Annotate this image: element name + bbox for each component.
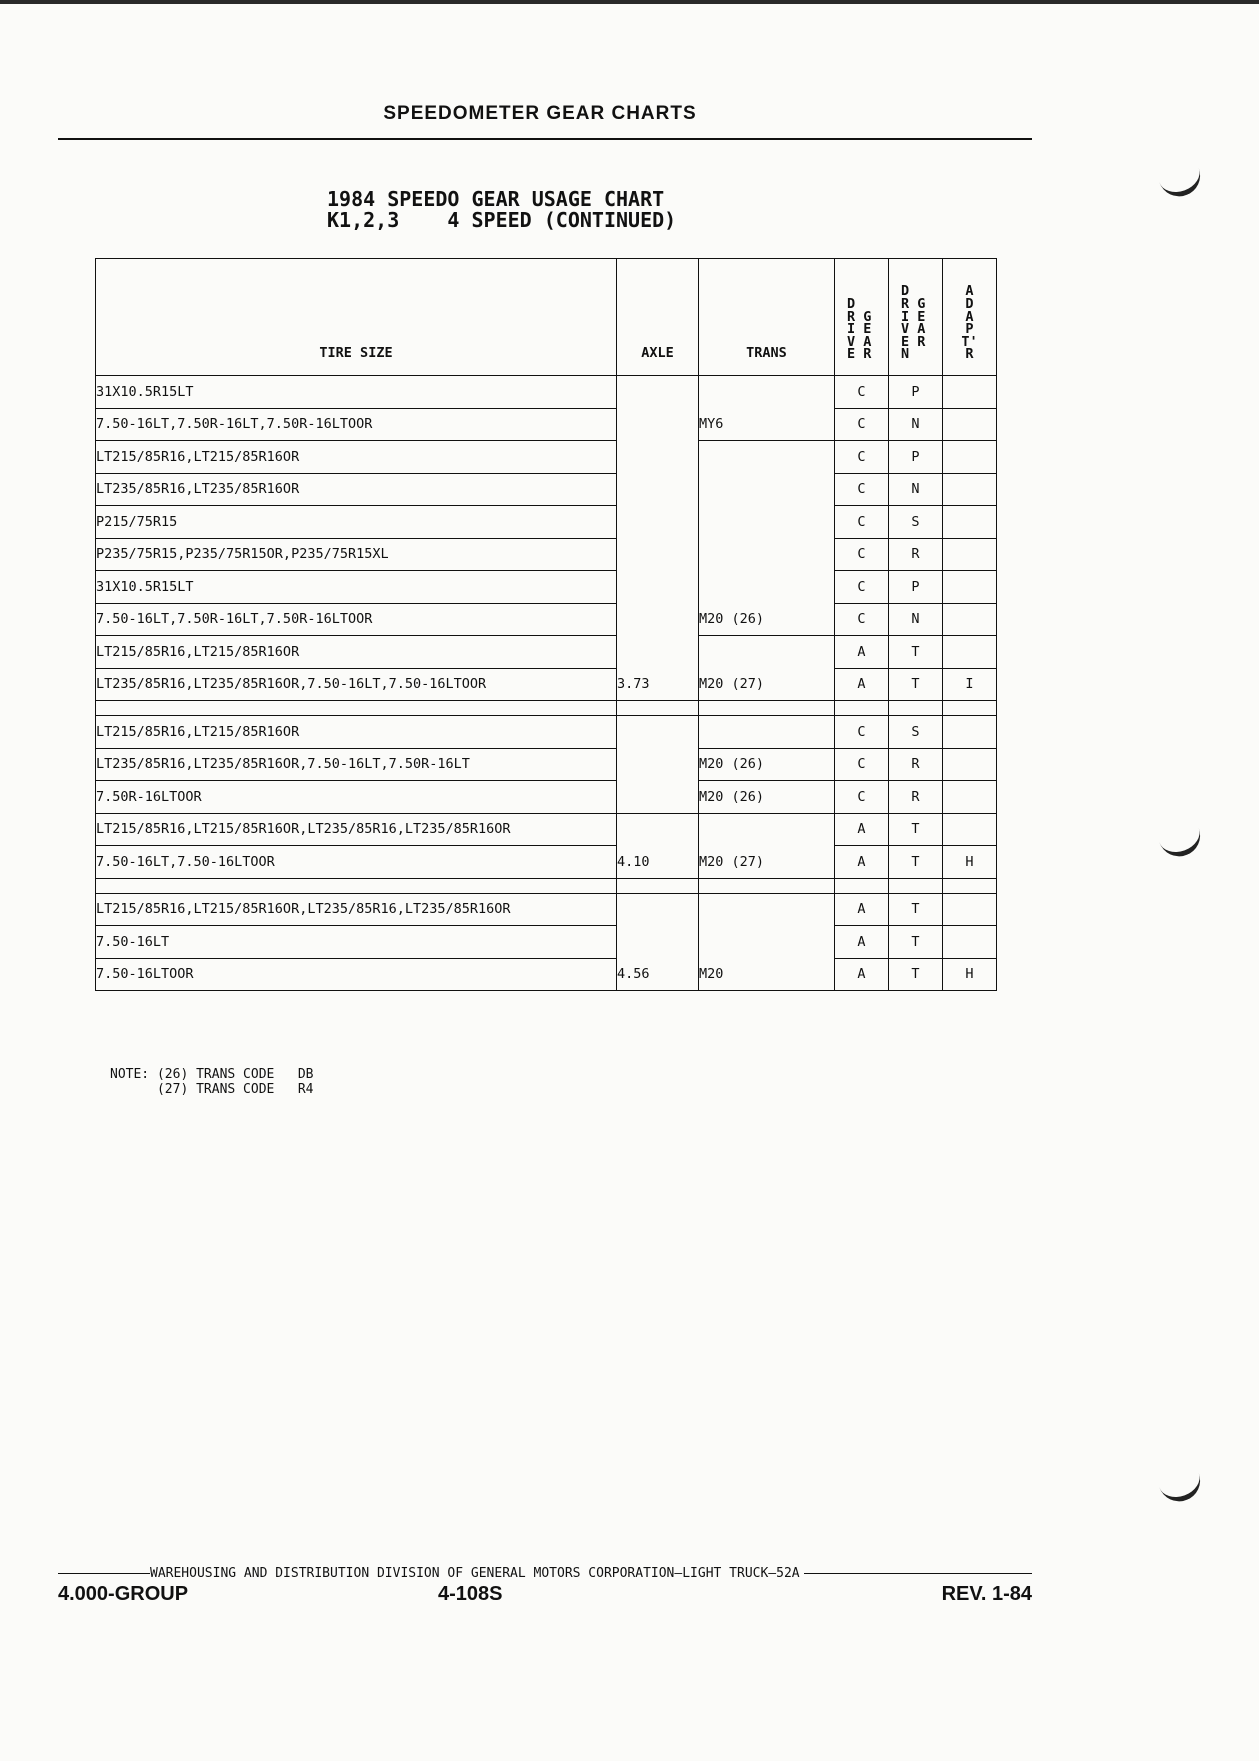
header-driver-gear-line: R G <box>847 308 872 325</box>
driven-gear-cell: R <box>889 538 943 571</box>
chart-title-line-1: 1984 SPEEDO GEAR USAGE CHART <box>327 187 665 211</box>
binder-hole-mark <box>1156 819 1206 862</box>
header-adapter-line: P <box>965 321 974 338</box>
adapter-cell <box>943 408 997 441</box>
driver-gear-cell: A <box>835 668 889 701</box>
footer-rule-right <box>804 1573 1032 1575</box>
tire-size-cell: 7.50R-16LTOOR <box>96 781 617 814</box>
trans-cell <box>699 571 835 604</box>
axle-cell <box>617 571 699 604</box>
driver-gear-cell: C <box>835 571 889 604</box>
tire-size-cell: LT215/85R16,LT215/85R16OR <box>96 441 617 474</box>
driven-gear-cell: T <box>889 958 943 991</box>
axle-cell: 3.73 <box>617 668 699 701</box>
trans-cell <box>699 441 835 474</box>
header-driver-gear <box>835 259 889 376</box>
header-driver-gear-line: I E <box>847 321 872 338</box>
axle-cell <box>617 408 699 441</box>
axle-cell <box>617 813 699 846</box>
trans-cell <box>699 716 835 749</box>
axle-cell <box>617 716 699 749</box>
header-driver-gear-line: E R <box>847 346 872 363</box>
table-row <box>96 408 997 441</box>
driver-gear-cell: A <box>835 636 889 669</box>
table-row <box>96 473 997 506</box>
driver-gear-cell: C <box>835 716 889 749</box>
tire-size-cell: LT235/85R16,LT235/85R16OR,7.50-16LT,7.50-16LTOOR <box>96 668 617 701</box>
driver-gear-cell: C <box>835 441 889 474</box>
table-row <box>96 603 997 636</box>
adapter-cell <box>943 538 997 571</box>
header-trans: TRANS <box>699 259 835 376</box>
header-driven-gear-line: I E <box>901 308 926 325</box>
header-driven-gear-line: D <box>901 283 926 300</box>
header-driven-gear-line: R G <box>901 296 926 313</box>
axle-cell: 4.10 <box>617 846 699 879</box>
axle-cell <box>617 636 699 669</box>
driven-gear-cell: P <box>889 571 943 604</box>
driver-gear-cell: A <box>835 958 889 991</box>
driver-gear-cell: A <box>835 893 889 926</box>
driven-gear-cell: R <box>889 781 943 814</box>
tire-size-cell: LT215/85R16,LT215/85R16OR,LT235/85R16,LT235/85R16OR <box>96 893 617 926</box>
table-row <box>96 748 997 781</box>
footer-rule-left <box>58 1573 150 1575</box>
adapter-cell <box>943 748 997 781</box>
header-axle: AXLE <box>617 259 699 376</box>
table-row <box>96 538 997 571</box>
driver-gear-cell: C <box>835 781 889 814</box>
separator-cell <box>96 701 617 716</box>
adapter-cell <box>943 781 997 814</box>
binder-hole-mark <box>1156 1464 1206 1507</box>
table-row <box>96 781 997 814</box>
footer-division-text: WAREHOUSING AND DISTRIBUTION DIVISION OF GENERAL MOTORS CORPORATION—LIGHT TRUCK—52A <box>150 1566 800 1581</box>
trans-cell: M20 (26) <box>699 603 835 636</box>
driver-gear-cell: A <box>835 846 889 879</box>
adapter-cell <box>943 506 997 539</box>
separator-cell <box>943 878 997 893</box>
driver-gear-cell: C <box>835 538 889 571</box>
table-row <box>96 668 997 701</box>
header-driver-gear-line: D <box>847 296 872 313</box>
trans-cell <box>699 893 835 926</box>
tire-size-cell: LT215/85R16,LT215/85R16OR,LT235/85R16,LT235/85R16OR <box>96 813 617 846</box>
trans-cell <box>699 506 835 539</box>
footer-bottom <box>58 1583 1032 1607</box>
speedo-gear-table <box>95 258 997 991</box>
heading-rule <box>58 138 1032 140</box>
trans-cell: M20 (27) <box>699 846 835 879</box>
driven-gear-cell: T <box>889 926 943 959</box>
table-row <box>96 571 997 604</box>
separator-cell <box>943 701 997 716</box>
tire-size-cell: 7.50-16LT,7.50-16LTOOR <box>96 846 617 879</box>
driver-gear-cell: A <box>835 926 889 959</box>
trans-cell: M20 <box>699 958 835 991</box>
separator-cell <box>889 701 943 716</box>
driven-gear-cell: S <box>889 506 943 539</box>
trans-cell: M20 (26) <box>699 748 835 781</box>
chart-title-line-2: K1,2,3 4 SPEED (CONTINUED) <box>327 208 677 232</box>
adapter-cell <box>943 893 997 926</box>
driven-gear-cell: R <box>889 748 943 781</box>
note-line-2: (27) TRANS CODE R4 <box>110 1082 314 1097</box>
tire-size-cell: LT235/85R16,LT235/85R16OR <box>96 473 617 506</box>
tire-size-cell: 7.50-16LT,7.50R-16LT,7.50R-16LTOOR <box>96 408 617 441</box>
driven-gear-cell: T <box>889 813 943 846</box>
driver-gear-cell: C <box>835 376 889 409</box>
trans-cell <box>699 636 835 669</box>
page-top-edge <box>0 0 1259 4</box>
separator-cell <box>699 878 835 893</box>
driven-gear-cell: S <box>889 716 943 749</box>
driven-gear-cell: T <box>889 893 943 926</box>
table-row <box>96 926 997 959</box>
tire-size-cell: 7.50-16LTOOR <box>96 958 617 991</box>
driver-gear-cell: C <box>835 603 889 636</box>
trans-cell <box>699 376 835 409</box>
adapter-cell <box>943 473 997 506</box>
trans-cell <box>699 926 835 959</box>
trans-cell: M20 (26) <box>699 781 835 814</box>
axle-cell <box>617 748 699 781</box>
separator-cell <box>699 701 835 716</box>
axle-cell <box>617 376 699 409</box>
axle-cell <box>617 441 699 474</box>
header-adapter-line: R <box>965 346 974 363</box>
table-row <box>96 441 997 474</box>
adapter-cell <box>943 376 997 409</box>
adapter-cell <box>943 441 997 474</box>
trans-cell: MY6 <box>699 408 835 441</box>
tire-size-cell: LT235/85R16,LT235/85R16OR,7.50-16LT,7.50R-16LT <box>96 748 617 781</box>
header-driven-gear-line: V A <box>901 321 926 338</box>
tire-size-cell: LT215/85R16,LT215/85R16OR <box>96 636 617 669</box>
table-row <box>96 636 997 669</box>
trans-cell: M20 (27) <box>699 668 835 701</box>
adapter-cell <box>943 813 997 846</box>
tire-size-cell: 31X10.5R15LT <box>96 376 617 409</box>
adapter-cell <box>943 603 997 636</box>
header-adapter-line: A <box>965 283 974 300</box>
table-row <box>96 376 997 409</box>
axle-cell <box>617 603 699 636</box>
adapter-cell: H <box>943 846 997 879</box>
axle-cell: 4.56 <box>617 958 699 991</box>
header-adapter-line: D <box>965 296 974 313</box>
binder-hole-mark <box>1156 159 1206 202</box>
adapter-cell <box>943 716 997 749</box>
trans-cell <box>699 813 835 846</box>
table-separator-row <box>96 878 997 893</box>
header-driven-gear-line: N <box>901 346 926 363</box>
axle-cell <box>617 893 699 926</box>
separator-cell <box>617 878 699 893</box>
driver-gear-cell: C <box>835 506 889 539</box>
header-tire-size: TIRE SIZE <box>96 259 617 376</box>
chart-title <box>327 189 676 231</box>
tire-size-cell: P215/75R15 <box>96 506 617 539</box>
table-separator-row <box>96 701 997 716</box>
axle-cell <box>617 538 699 571</box>
footer-division-line <box>58 1566 1032 1581</box>
gear-table-body <box>96 376 997 991</box>
table-row <box>96 846 997 879</box>
separator-cell <box>889 878 943 893</box>
driven-gear-cell: T <box>889 636 943 669</box>
header-adapter <box>943 259 997 376</box>
separator-cell <box>96 878 617 893</box>
axle-cell <box>617 473 699 506</box>
tire-size-cell: P235/75R15,P235/75R15OR,P235/75R15XL <box>96 538 617 571</box>
adapter-cell: H <box>943 958 997 991</box>
axle-cell <box>617 506 699 539</box>
tire-size-cell: 7.50-16LT <box>96 926 617 959</box>
table-row <box>96 958 997 991</box>
header-driven-gear <box>889 259 943 376</box>
header-driven-gear-line: E R <box>901 333 926 350</box>
tire-size-cell: 7.50-16LT,7.50R-16LT,7.50R-16LTOOR <box>96 603 617 636</box>
driven-gear-cell: P <box>889 441 943 474</box>
separator-cell <box>835 701 889 716</box>
tire-size-cell: 31X10.5R15LT <box>96 571 617 604</box>
trans-cell <box>699 473 835 506</box>
adapter-cell <box>943 926 997 959</box>
driven-gear-cell: N <box>889 408 943 441</box>
tire-size-cell: LT215/85R16,LT215/85R16OR <box>96 716 617 749</box>
separator-cell <box>617 701 699 716</box>
footer-page-number: 4-108S <box>438 1583 503 1605</box>
footer-group: 4.000-GROUP <box>58 1583 189 1605</box>
separator-cell <box>835 878 889 893</box>
driven-gear-cell: T <box>889 846 943 879</box>
adapter-cell <box>943 571 997 604</box>
axle-cell <box>617 926 699 959</box>
footer-revision: REV. 1-84 <box>941 1583 1032 1605</box>
driver-gear-cell: C <box>835 748 889 781</box>
driver-gear-cell: C <box>835 473 889 506</box>
adapter-cell <box>943 636 997 669</box>
table-row <box>96 893 997 926</box>
notes <box>110 1067 314 1097</box>
table-row <box>96 506 997 539</box>
driver-gear-cell: C <box>835 408 889 441</box>
adapter-cell: I <box>943 668 997 701</box>
driver-gear-cell: A <box>835 813 889 846</box>
driven-gear-cell: T <box>889 668 943 701</box>
header-driver-gear-line: V A <box>847 333 872 350</box>
driven-gear-cell: P <box>889 376 943 409</box>
axle-cell <box>617 781 699 814</box>
header-adapter-line: A <box>965 308 974 325</box>
driven-gear-cell: N <box>889 473 943 506</box>
page-heading: SPEEDOMETER GEAR CHARTS <box>383 103 697 124</box>
trans-cell <box>699 538 835 571</box>
table-row <box>96 813 997 846</box>
table-row <box>96 716 997 749</box>
header-adapter-line: T' <box>961 333 978 350</box>
driven-gear-cell: N <box>889 603 943 636</box>
note-line-1: NOTE: (26) TRANS CODE DB <box>110 1067 314 1082</box>
